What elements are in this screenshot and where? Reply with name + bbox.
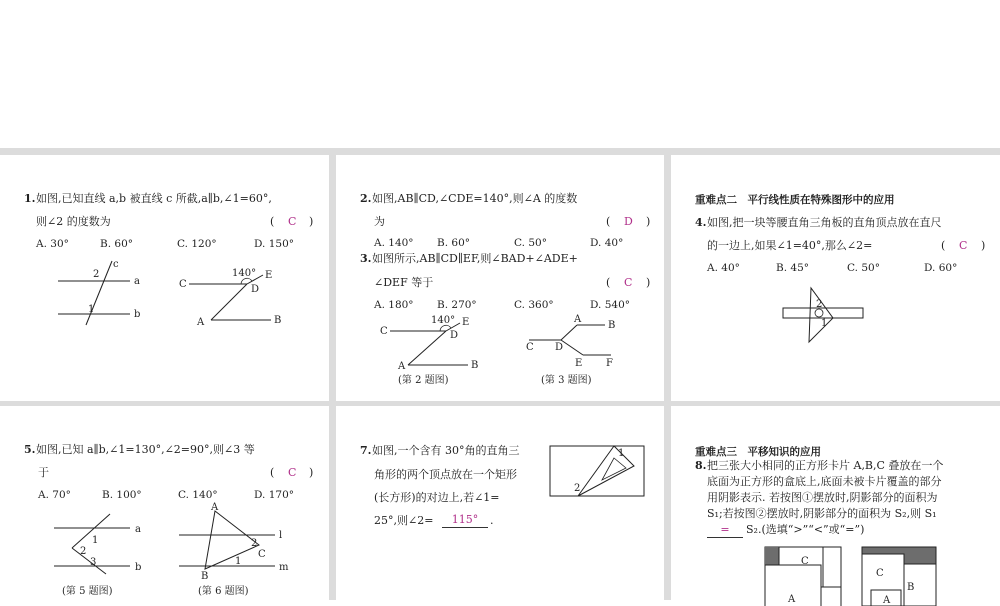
question-text: (长方形)的对边上,若∠1= [374, 491, 500, 504]
question-text: ∠DEF 等于 [374, 276, 434, 289]
label-angle-1: 1 [821, 318, 828, 329]
question-text: 把三张大小相同的正方形卡片 A,B,C 叠放在一个 [707, 459, 944, 472]
answer-value: C [624, 276, 633, 289]
figure-6 [175, 503, 305, 581]
option-c: C. 50° [847, 262, 880, 274]
question-text: 则∠2 的度数为 [36, 215, 111, 228]
option-d: D. 60° [924, 262, 958, 274]
question-number: 2. [360, 192, 372, 205]
answer-paren-close: ) [309, 466, 314, 479]
option-c: C. 50° [514, 237, 547, 249]
arrangement-figure-2 [861, 546, 941, 606]
label-m: m [279, 562, 289, 573]
question-number: 4. [695, 216, 707, 229]
answer-value: D [624, 215, 633, 228]
question-text: 如图,已知 a∥b,∠1=130°,∠2=90°,则∠3 等 [36, 443, 255, 456]
label-B: B [201, 571, 209, 582]
answer-paren-open: ( [270, 215, 275, 228]
label-angle: 140° [431, 315, 456, 326]
ruler-triangle-figure [781, 283, 866, 348]
label-D: D [251, 284, 260, 295]
parallel-lines-figure [50, 255, 150, 335]
label-l: l [279, 530, 283, 541]
label-C: C [258, 549, 266, 560]
rectangle-triangle-figure [548, 444, 648, 499]
option-a: A. 30° [36, 238, 69, 250]
option-d: D. 170° [254, 489, 295, 501]
answer-paren-open: ( [606, 276, 611, 289]
answer-paren-close: ) [646, 215, 651, 228]
question-text: 如图所示,AB∥CD∥EF,则∠BAD+∠ADE+ [372, 252, 578, 265]
label-b: b [134, 309, 141, 320]
option-a: A. 40° [707, 262, 740, 274]
label-angle-2: 2 [251, 538, 258, 549]
option-c: C. 120° [177, 238, 217, 250]
option-b: B. 60° [437, 237, 471, 249]
label-B: B [471, 360, 479, 371]
option-b: B. 45° [776, 262, 810, 274]
label-a: a [135, 524, 141, 535]
label-C: C [801, 556, 809, 567]
figure-5-caption: (第 5 题图) [62, 586, 113, 597]
label-C: C [179, 279, 187, 290]
option-b: B. 270° [437, 299, 477, 311]
answer-value: = [707, 523, 743, 538]
answer-paren-open: ( [270, 466, 275, 479]
arrangement-figure-1 [764, 546, 844, 606]
question-text: 于 [38, 466, 49, 479]
option-a: A. 180° [374, 299, 414, 311]
label-angle-2: 2 [574, 483, 581, 494]
label-A: A [398, 361, 406, 372]
label-angle-1: 1 [92, 535, 99, 546]
question-4-panel [671, 155, 1000, 401]
question-text: 的一边上,如果∠1=40°,那么∠2= [707, 239, 873, 252]
section-heading: 重难点三 平移知识的应用 [695, 446, 821, 458]
label-F: F [606, 358, 613, 369]
question-text: S₂.(选填“>”“<”或“=”) [746, 523, 865, 536]
angle-figure [175, 267, 295, 337]
label-C: C [380, 326, 388, 337]
question-number: 8. [695, 459, 707, 472]
label-B: B [907, 582, 915, 593]
question-text: 如图,一个含有 30°角的直角三 [372, 444, 520, 457]
label-E: E [462, 317, 470, 328]
answer-value: 115° [442, 513, 488, 528]
label-angle-3: 3 [90, 557, 97, 568]
answer-value: C [959, 239, 968, 252]
label-angle-2: 2 [93, 269, 100, 280]
answer-paren-close: ) [646, 276, 651, 289]
label-D: D [450, 330, 459, 341]
question-7-panel [336, 406, 664, 600]
question-text: . [490, 514, 494, 527]
label-A: A [211, 502, 219, 513]
option-b: B. 60° [100, 238, 134, 250]
label-b: b [135, 562, 142, 573]
answer-value: C [288, 215, 297, 228]
question-number: 7. [360, 444, 372, 457]
option-d: D. 150° [254, 238, 295, 250]
figure-3-caption: (第 3 题图) [541, 375, 592, 386]
question-text: 底面为正方形的盒底上,底面未被卡片覆盖的部分 [707, 475, 942, 488]
question-1-panel [0, 155, 329, 401]
figure-2 [376, 315, 486, 375]
question-text: S₁;若按图②摆放时,阴影部分的面积为 S₂,则 S₁ [707, 507, 937, 520]
label-c: c [113, 259, 119, 270]
label-angle-1: 1 [618, 448, 625, 459]
option-d: D. 40° [590, 237, 624, 249]
figure-5 [50, 508, 150, 578]
label-angle-2: 2 [816, 299, 823, 310]
answer-paren-close: ) [981, 239, 986, 252]
option-a: A. 140° [374, 237, 414, 249]
label-a: a [134, 276, 140, 287]
question-5-panel [0, 406, 329, 600]
question-text: 如图,把一块等腰直角三角板的直角顶点放在直尺 [707, 216, 942, 229]
question-text: 如图,已知直线 a,b 被直线 c 所截,a∥b,∠1=60°, [36, 192, 272, 205]
option-b: B. 100° [102, 489, 142, 501]
label-angle-1: 1 [235, 556, 242, 567]
label-D: D [555, 342, 564, 353]
question-2-3-panel [336, 155, 664, 401]
label-A: A [788, 594, 796, 605]
question-text: 用阴影表示. 若按图①摆放时,阴影部分的面积为 [707, 491, 938, 504]
label-E: E [265, 270, 273, 281]
answer-paren-open: ( [606, 215, 611, 228]
question-text: 为 [374, 215, 385, 228]
option-a: A. 70° [38, 489, 71, 501]
label-C: C [526, 342, 534, 353]
option-d: D. 540° [590, 299, 631, 311]
section-heading: 重难点二 平行线性质在特殊图形中的应用 [695, 194, 895, 206]
question-number: 5. [24, 443, 36, 456]
option-c: C. 140° [178, 489, 218, 501]
question-text: 如图,AB∥CD,∠CDE=140°,则∠A 的度数 [372, 192, 578, 205]
label-B: B [274, 315, 282, 326]
label-C: C [876, 568, 884, 579]
figure-3 [521, 315, 631, 375]
label-E: E [575, 358, 583, 369]
label-B: B [608, 320, 616, 331]
label-angle: 140° [232, 268, 257, 279]
figure-2-caption: (第 2 题图) [398, 375, 449, 386]
option-c: C. 360° [514, 299, 554, 311]
question-text: 角形的两个顶点放在一个矩形 [374, 468, 517, 481]
label-angle-1: 1 [88, 304, 95, 315]
label-A: A [883, 595, 891, 606]
label-A: A [197, 317, 205, 328]
answer-paren-close: ) [309, 215, 314, 228]
figure-6-caption: (第 6 题图) [198, 586, 249, 597]
question-number: 3. [360, 252, 372, 265]
question-8-panel [671, 406, 1000, 606]
question-number: 1. [24, 192, 36, 205]
label-A: A [574, 314, 582, 325]
label-angle-2: 2 [80, 546, 87, 557]
answer-value: C [288, 466, 297, 479]
question-text: 25°,则∠2= [374, 514, 434, 527]
answer-paren-open: ( [941, 239, 946, 252]
